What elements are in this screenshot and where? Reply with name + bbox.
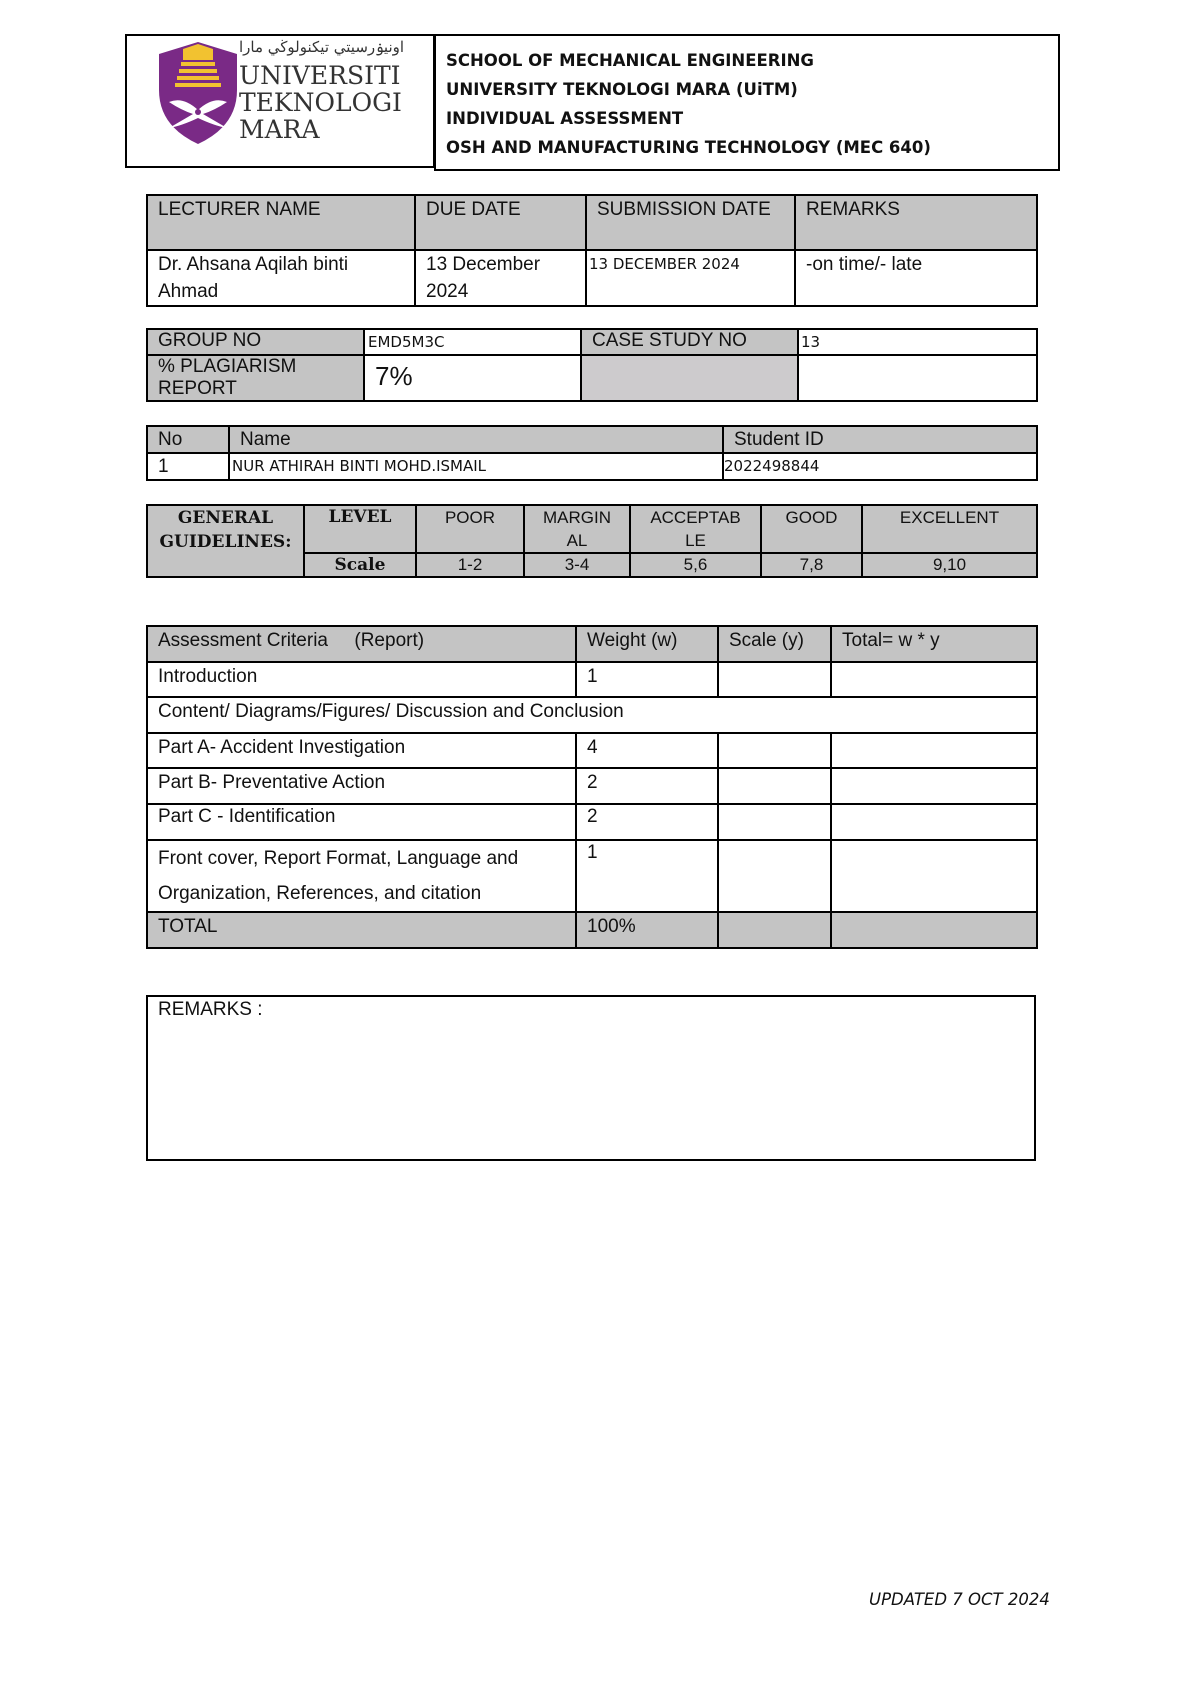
table-row (147, 697, 1037, 733)
scale-label: Scale (304, 553, 416, 577)
title-line-course: OSH AND MANUFACTURING TECHNOLOGY (MEC 640) (446, 138, 931, 157)
table-row (147, 453, 1037, 480)
scale-introduction-cell[interactable] (718, 662, 831, 697)
table-row (147, 840, 1037, 912)
weight-introduction: 1 (576, 662, 718, 697)
weight-part-c: 2 (576, 804, 718, 840)
total-part-b-cell[interactable] (831, 768, 1037, 804)
remarks-value: -on time/- late (795, 250, 1037, 306)
table-row (147, 768, 1037, 804)
case-study-value: 13 (798, 329, 1037, 355)
group-no-value: EMD5M3C (364, 329, 581, 355)
header-name: Name (229, 426, 723, 453)
total-part-a-cell[interactable] (831, 733, 1037, 768)
lecturer-table (146, 194, 1038, 307)
empty-gray-cell (581, 355, 798, 401)
logo-line-3: MARA (239, 115, 320, 144)
due-date-value: 13 December 2024 (415, 250, 586, 306)
title-line-school: SCHOOL OF MECHANICAL ENGINEERING (446, 51, 814, 70)
logo-wordmark (239, 62, 402, 143)
scale-part-b-cell[interactable] (718, 768, 831, 804)
assessment-table (146, 625, 1038, 949)
level-marginal: MARGIN AL (524, 505, 630, 553)
logo-jawi-text: اونيۏرسيتي تيكنولوڬي مارا (239, 38, 405, 56)
scale-excellent: 9,10 (862, 553, 1037, 577)
scale-acceptable: 5,6 (630, 553, 761, 577)
table-row (147, 912, 1037, 948)
remarks-box[interactable] (146, 995, 1036, 1161)
logo-box (125, 34, 435, 168)
header-lecturer-name: LECTURER NAME (147, 195, 415, 250)
header-no: No (147, 426, 229, 453)
student-no: 1 (147, 453, 229, 480)
weight-part-a: 4 (576, 733, 718, 768)
header-remarks: REMARKS (795, 195, 1037, 250)
total-introduction-cell[interactable] (831, 662, 1037, 697)
student-table (146, 425, 1038, 481)
scale-marginal: 3-4 (524, 553, 630, 577)
logo-line-2: TEKNOLOGI (239, 88, 402, 117)
guidelines-table (146, 504, 1038, 578)
header-student-id: Student ID (723, 426, 1037, 453)
criteria-introduction: Introduction (147, 662, 576, 697)
scale-poor: 1-2 (416, 553, 524, 577)
header-due-date: DUE DATE (415, 195, 586, 250)
total-part-c-cell[interactable] (831, 804, 1037, 840)
logo-line-1: UNIVERSITI (239, 61, 401, 90)
plagiarism-label: % PLAGIARISM REPORT (147, 355, 364, 401)
total-weight: 100% (576, 912, 718, 948)
title-box (434, 34, 1060, 171)
plagiarism-value: 7% (364, 355, 581, 401)
group-table (146, 328, 1038, 402)
level-poor: POOR (416, 505, 524, 553)
scale-part-c-cell[interactable] (718, 804, 831, 840)
submission-date-value: 13 DECEMBER 2024 (586, 250, 795, 306)
group-no-label: GROUP NO (147, 329, 364, 355)
criteria-part-a: Part A- Accident Investigation (147, 733, 576, 768)
criteria-part-c: Part C - Identification (147, 804, 576, 840)
content-section-label: Content/ Diagrams/Figures/ Discussion and Conclusion (147, 697, 1037, 733)
level-acceptable: ACCEPTAB LE (630, 505, 761, 553)
general-guidelines-label: GENERAL GUIDELINES: (147, 505, 304, 577)
uitm-crest-icon (153, 40, 243, 146)
total-sum-cell (831, 912, 1037, 948)
table-row (147, 733, 1037, 768)
criteria-part-b: Part B- Preventative Action (147, 768, 576, 804)
header-scale: Scale (y) (718, 626, 831, 662)
header-weight: Weight (w) (576, 626, 718, 662)
header-criteria: Assessment Criteria (Report) (147, 626, 576, 662)
remarks-label: REMARKS : (158, 999, 263, 1020)
student-id: 2022498844 (723, 453, 1037, 480)
table-row (147, 662, 1037, 697)
criteria-front-cover: Front cover, Report Format, Language and Organization, References, and citation (147, 840, 576, 912)
weight-part-b: 2 (576, 768, 718, 804)
level-excellent: EXCELLENT (862, 505, 1037, 553)
header-total: Total= w * y (831, 626, 1037, 662)
total-label: TOTAL (147, 912, 576, 948)
title-line-university: UNIVERSITY TEKNOLOGI MARA (UiTM) (446, 80, 798, 99)
case-study-label: CASE STUDY NO (581, 329, 798, 355)
lecturer-name-value: Dr. Ahsana Aqilah binti Ahmad (147, 250, 415, 306)
header-submission-date: SUBMISSION DATE (586, 195, 795, 250)
updated-date-footer: UPDATED 7 OCT 2024 (869, 1590, 1050, 1609)
empty-cell (798, 355, 1037, 401)
scale-part-a-cell[interactable] (718, 733, 831, 768)
title-line-assessment: INDIVIDUAL ASSESSMENT (446, 109, 684, 128)
level-label: LEVEL (304, 505, 416, 553)
weight-front-cover: 1 (576, 840, 718, 912)
level-good: GOOD (761, 505, 862, 553)
scale-good: 7,8 (761, 553, 862, 577)
total-scale-cell (718, 912, 831, 948)
table-row (147, 804, 1037, 840)
student-name: NUR ATHIRAH BINTI MOHD.ISMAIL (229, 453, 723, 480)
scale-front-cover-cell[interactable] (718, 840, 831, 912)
total-front-cover-cell[interactable] (831, 840, 1037, 912)
